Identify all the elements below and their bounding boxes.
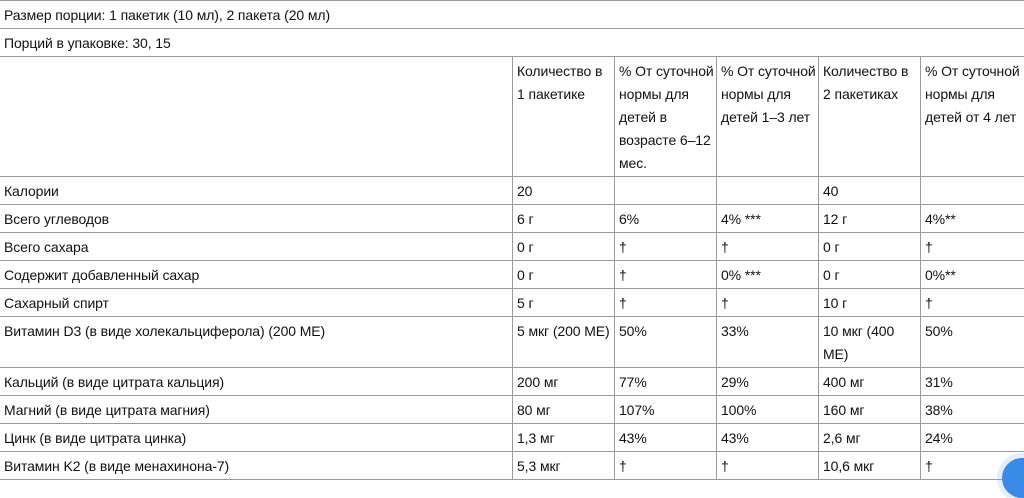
nutrient-value: [615, 177, 717, 205]
nutrient-name: Калории: [0, 177, 513, 205]
nutrient-value: †: [615, 289, 717, 317]
nutrient-value: †: [615, 452, 717, 480]
table-row: [0, 289, 1024, 317]
nutrient-value: 20: [513, 177, 615, 205]
nutrient-value: 43%: [717, 424, 819, 452]
nutrient-value: †: [921, 233, 1024, 261]
serving-size-row: [0, 1, 1024, 29]
nutrient-value: 80 мг: [513, 396, 615, 424]
nutrient-value: 77%: [615, 368, 717, 396]
nutrient-value: 0 г: [819, 261, 921, 289]
table-row: [0, 396, 1024, 424]
header-cell: % От суточной нормы для детей в возрасте 6–12 мес.: [615, 57, 717, 177]
nutrient-name: Содержит добавленный сахар: [0, 261, 513, 289]
nutrient-value: 29%: [717, 368, 819, 396]
nutrient-value: 4%**: [921, 205, 1024, 233]
nutrient-name: Всего углеводов: [0, 205, 513, 233]
nutrient-name: Магний (в виде цитрата магния): [0, 396, 513, 424]
nutrient-value: 1,3 мг: [513, 424, 615, 452]
nutrient-value: 50%: [615, 317, 717, 368]
table-row: [0, 233, 1024, 261]
nutrient-value: 5 мкг (200 МЕ): [513, 317, 615, 368]
table-row: [0, 177, 1024, 205]
nutrient-value: †: [717, 289, 819, 317]
table-row: [0, 317, 1024, 368]
nutrient-value: 5,3 мкг: [513, 452, 615, 480]
nutrient-value: 12 г: [819, 205, 921, 233]
nutrient-value: 10,6 мкг: [819, 452, 921, 480]
header-cell: Количество в 1 пакетике: [513, 57, 615, 177]
nutrient-value: 100%: [717, 396, 819, 424]
nutrient-name: Витамин D3 (в виде холекальциферола) (200 МЕ): [0, 317, 513, 368]
nutrient-value: 4% ***: [717, 205, 819, 233]
nutrient-value: 160 мг: [819, 396, 921, 424]
nutrient-value: 2,6 мг: [819, 424, 921, 452]
nutrient-value: 107%: [615, 396, 717, 424]
nutrient-value: 50%: [921, 317, 1024, 368]
nutrient-value: †: [921, 452, 1024, 480]
nutrient-value: 5 г: [513, 289, 615, 317]
nutrient-value: 10 мкг (400 МЕ): [819, 317, 921, 368]
nutrient-value: 6%: [615, 205, 717, 233]
nutrient-value: †: [615, 233, 717, 261]
servings-per-container-row: [0, 29, 1024, 57]
nutrient-value: †: [717, 233, 819, 261]
table-row: [0, 452, 1024, 480]
header-cell: Количество в 2 пакетиках: [819, 57, 921, 177]
nutrient-value: †: [921, 289, 1024, 317]
nutrient-value: 200 мг: [513, 368, 615, 396]
nutrient-value: 33%: [717, 317, 819, 368]
nutrient-value: 43%: [615, 424, 717, 452]
nutrient-value: †: [717, 452, 819, 480]
header-row: [0, 57, 1024, 177]
nutrient-name: Витамин K2 (в виде менахинона-7): [0, 452, 513, 480]
nutrient-value: 40: [819, 177, 921, 205]
header-cell: % От суточной нормы для детей 1–3 лет: [717, 57, 819, 177]
nutrient-name: Всего сахара: [0, 233, 513, 261]
servings-per-container: Порций в упаковке: 30, 15: [0, 29, 1024, 57]
nutrient-name: Цинк (в виде цитрата цинка): [0, 424, 513, 452]
nutrient-value: 31%: [921, 368, 1024, 396]
table-row: [0, 424, 1024, 452]
nutrient-value: 400 мг: [819, 368, 921, 396]
nutrient-value: 0%**: [921, 261, 1024, 289]
header-cell: % От суточной нормы для детей от 4 лет: [921, 57, 1024, 177]
nutrient-value: 24%: [921, 424, 1024, 452]
nutrient-value: 6 г: [513, 205, 615, 233]
nutrient-value: 0 г: [513, 233, 615, 261]
table-row: [0, 261, 1024, 289]
table-row: [0, 368, 1024, 396]
nutrient-value: 0 г: [513, 261, 615, 289]
nutrient-value: †: [615, 261, 717, 289]
nutrient-value: 38%: [921, 396, 1024, 424]
serving-size: Размер порции: 1 пакетик (10 мл), 2 пакета (20 мл): [0, 1, 1024, 29]
nutrient-value: [921, 177, 1024, 205]
nutrient-value: 10 г: [819, 289, 921, 317]
nutrient-value: 0 г: [819, 233, 921, 261]
header-cell: [0, 57, 513, 177]
table-row: [0, 205, 1024, 233]
nutrient-value: 0% ***: [717, 261, 819, 289]
nutrient-name: Кальций (в виде цитрата кальция): [0, 368, 513, 396]
nutrient-value: [717, 177, 819, 205]
nutrient-name: Сахарный спирт: [0, 289, 513, 317]
